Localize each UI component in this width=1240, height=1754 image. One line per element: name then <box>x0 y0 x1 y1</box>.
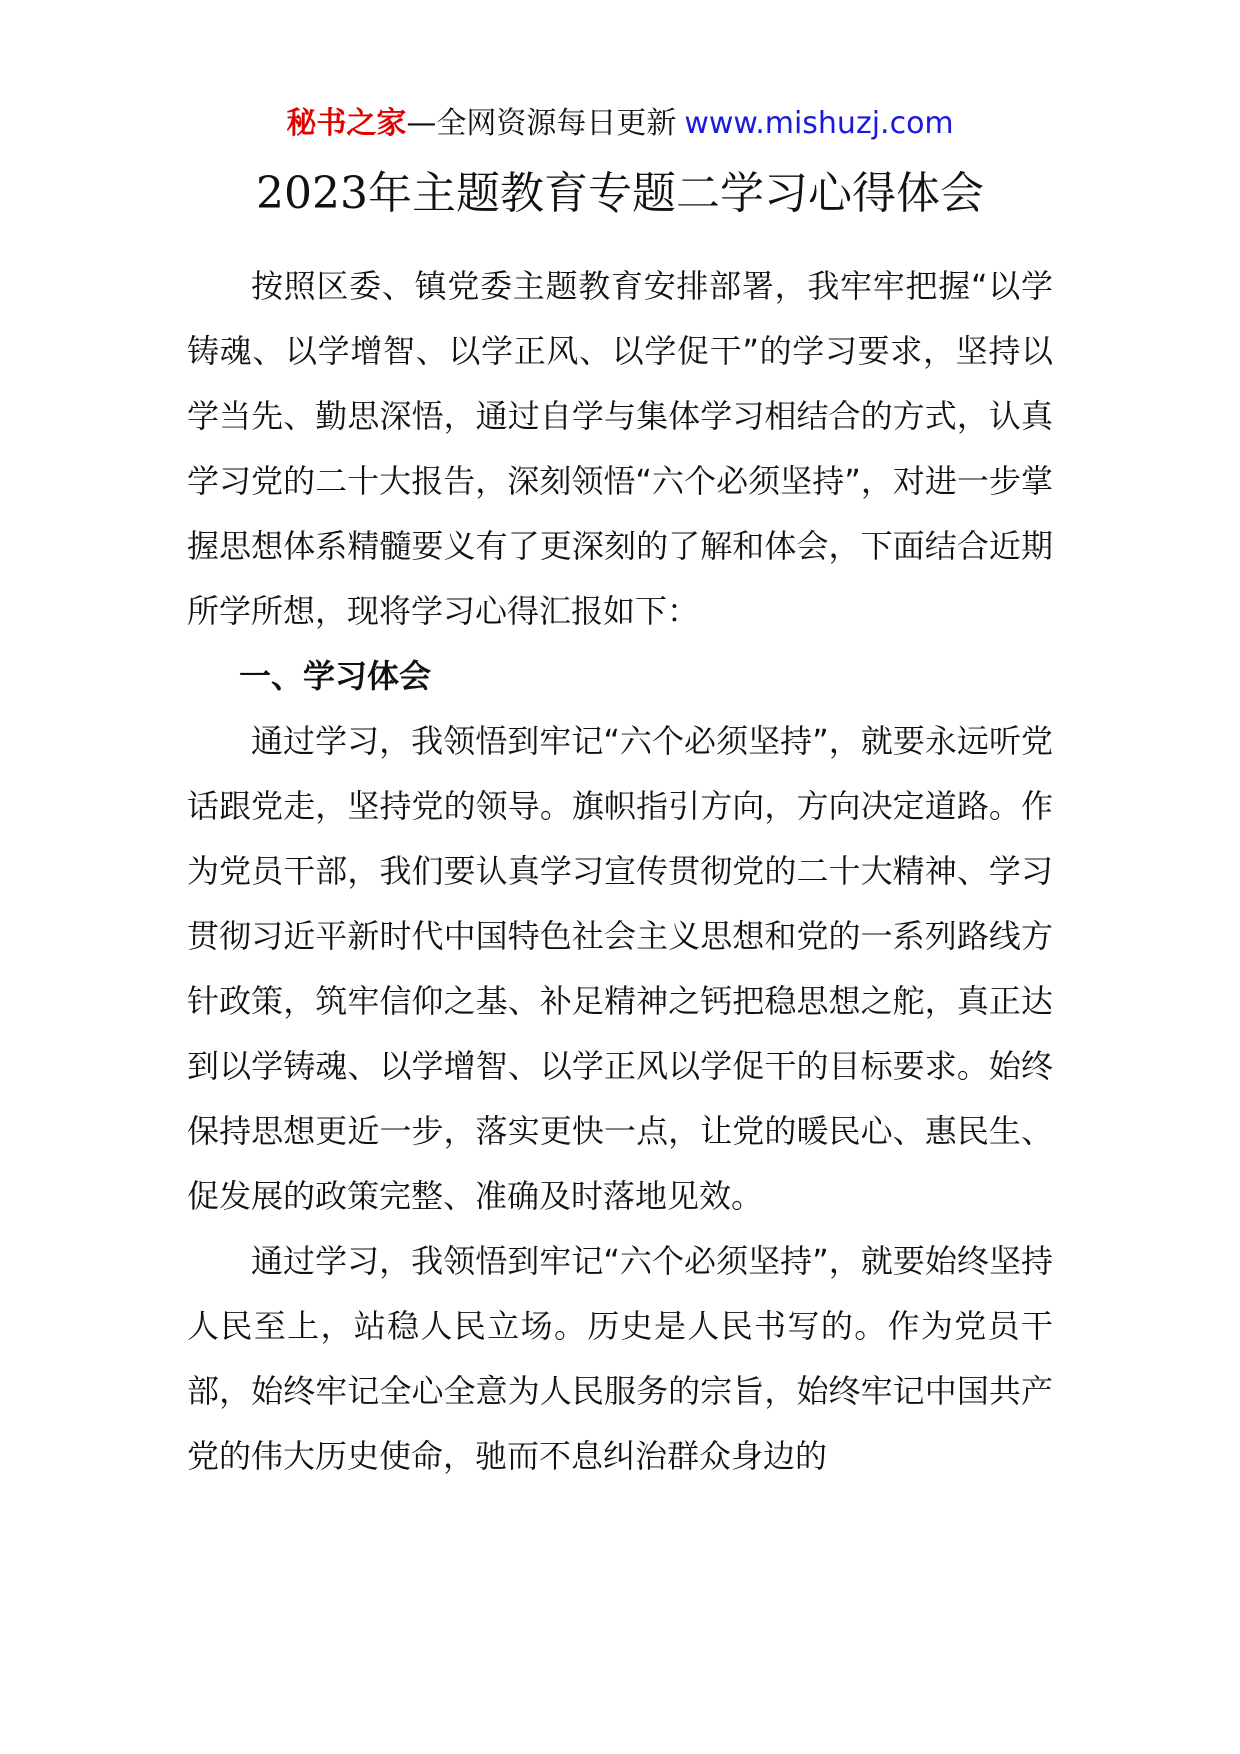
title-year: 2023 <box>256 168 368 219</box>
section-paragraph: 通过学习，我领悟到牢记“六个必须坚持”，就要始终坚持人民至上，站稳人民立场。历史是人民书写的。作为党员干部，始终牢记全心全意为人民服务的宗旨，始终牢记中国共产党的伟大历史使命，驰而不息纠治群众身边的 <box>187 1242 1053 1475</box>
document-title <box>0 164 1240 224</box>
section-paragraph: 通过学习，我领悟到牢记“六个必须坚持”，就要永远听党话跟党走，坚持党的领导。旗帜指引方向，方向决定道路。作为党员干部，我们要认真学习宣传贯彻党的二十大精神、学习贯彻习近平新时代中国特色社会主义思想和党的一系列路线方针政策，筑牢信仰之基、补足精神之钙把稳思想之舵，真正达到以学铸魂、以学增智、以学正风以学促干的目标要求。始终保持思想更近一步，落实更快一点，让党的暖民心、惠民生、促发展的政策完整、准确及时落地见效。 <box>187 722 1053 1215</box>
site-url-link[interactable]: www.mishuzj.com <box>684 106 954 141</box>
section-heading: 一、学习体会 <box>239 657 432 695</box>
header-tagline: —全网资源每日更新 <box>406 106 677 141</box>
site-header <box>0 100 1240 148</box>
intro-paragraph: 按照区委、镇党委主题教育安排部署，我牢牢把握“以学铸魂、以学增智、以学正风、以学促干”的学习要求，坚持以学当先、勤思深悟，通过自学与集体学习相结合的方式，认真学习党的二十大报告，深刻领悟“六个必须坚持”，对进一步掌握思想体系精髓要义有了更深刻的了解和体会，下面结合近期所学所想，现将学习心得汇报如下： <box>187 267 1053 630</box>
title-text: 年主题教育专题二学习心得体会 <box>367 168 984 219</box>
brand-name: 秘书之家 <box>286 106 407 141</box>
document-body <box>187 254 1053 1489</box>
